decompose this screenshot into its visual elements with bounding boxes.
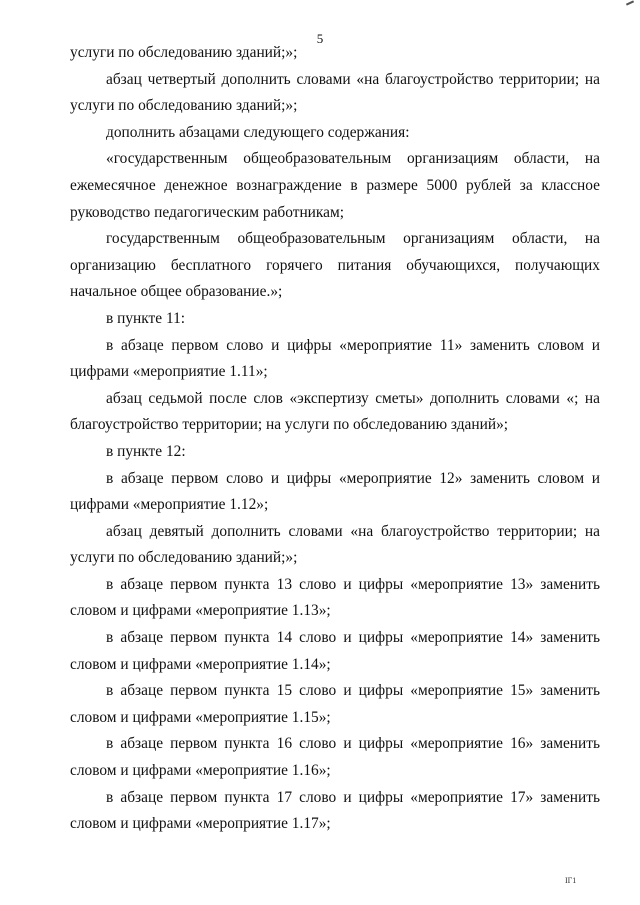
- paragraph: в абзаце первом пункта 13 слово и цифры «мероприятие 13» заменить словом и цифрами «мероприятие 1.13»;: [70, 575, 600, 620]
- paragraph: «государственным общеобразовательным организациям области, на ежемесячное денежное вознаграждение в размере 5000 рублей за классное руководство педагогическим работникам;: [70, 150, 600, 221]
- document-body: [70, 40, 600, 838]
- paragraph: в абзаце первом пункта 17 слово и цифры «мероприятие 17» заменить словом и цифрами «мероприятие 1.17»;: [70, 788, 600, 833]
- scan-artifact: [626, 0, 634, 5]
- paragraph: в абзаце первом пункта 16 слово и цифры «мероприятие 16» заменить словом и цифрами «мероприятие 1.16»;: [70, 735, 600, 780]
- footer-mark: IГ1: [565, 876, 577, 885]
- paragraph: в абзаце первом пункта 15 слово и цифры «мероприятие 15» заменить словом и цифрами «мероприятие 1.15»;: [70, 682, 600, 726]
- paragraph: в пункте 11:: [106, 309, 186, 327]
- paragraph: абзац седьмой после слов «экспертизу сметы» дополнить словами «; на благоустройство территории; на услуги по обследованию зданий»;: [70, 389, 600, 434]
- paragraph: абзац четвертый дополнить словами «на благоустройство территории; на услуги по обследованию зданий;»;: [70, 70, 600, 115]
- paragraph: услуги по обследованию зданий;»;: [70, 44, 298, 61]
- paragraph: дополнить абзацами следующего содержания:: [106, 123, 410, 141]
- paragraph: государственным общеобразовательным организациям области, на организацию бесплатного горячего питания обучающихся, получающих начальное общее образование.»;: [70, 230, 600, 301]
- page-number: 5: [316, 31, 324, 46]
- paragraph: в пункте 12:: [106, 442, 186, 460]
- paragraph: в абзаце первом слово и цифры «мероприятие 12» заменить словом и цифрами «мероприятие 1.12»;: [70, 469, 600, 514]
- paragraph: абзац девятый дополнить словами «на благоустройство территории; на услуги по обследованию зданий;»;: [70, 522, 600, 567]
- paragraph: в абзаце первом пункта 14 слово и цифры «мероприятие 14» заменить словом и цифрами «мероприятие 1.14»;: [70, 629, 600, 673]
- paragraph: в абзаце первом слово и цифры «мероприятие 11» заменить словом и цифрами «мероприятие 1.11»;: [70, 336, 600, 381]
